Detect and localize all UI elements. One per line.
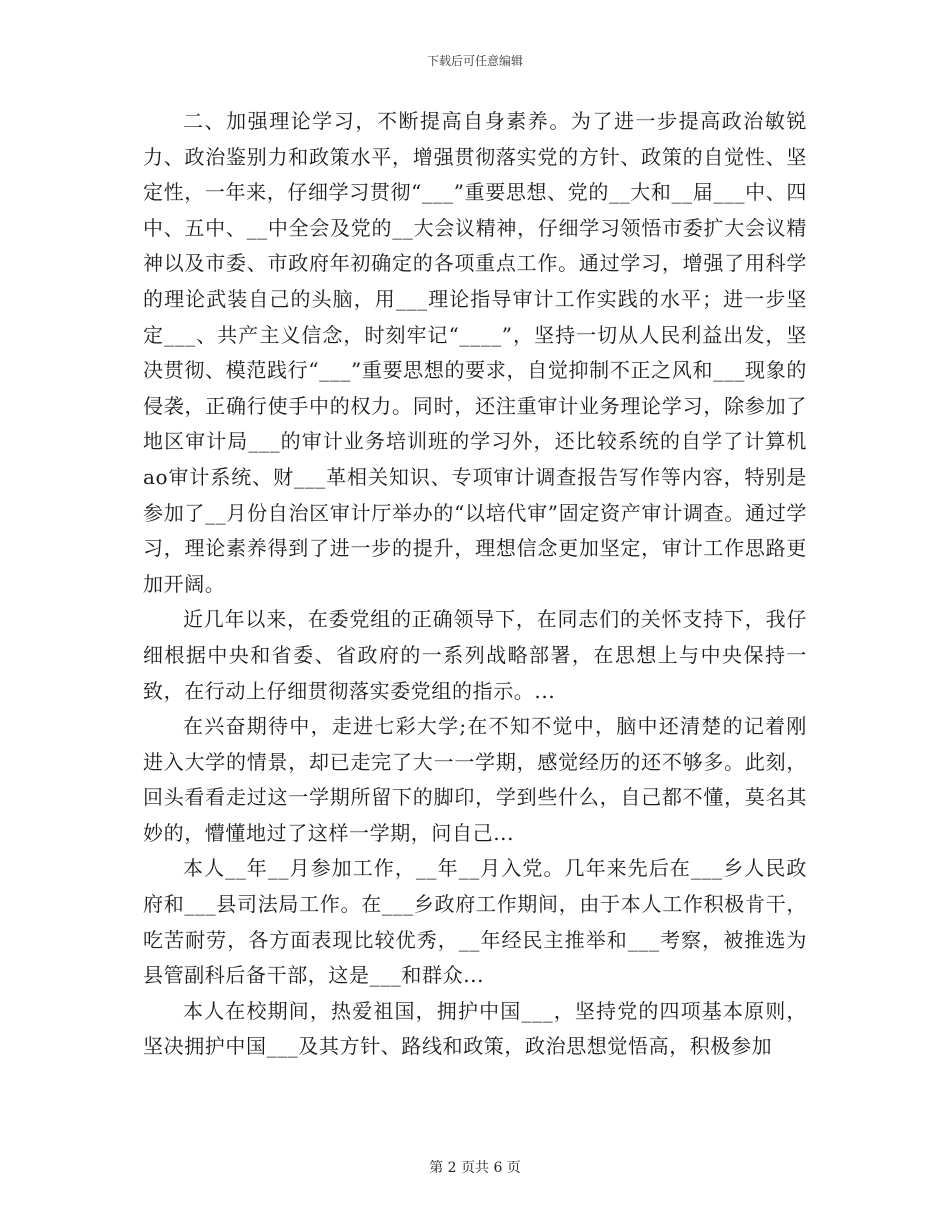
paragraph-party-leadership: 近几年以来，在委党组的正确领导下，在同志们的关怀支持下，我仔细根据中央和省委、省政府的一系列战略部署，在思想上与中央保持一致，在行动上仔细贯彻落实委党组的指示。... [143, 607, 807, 703]
page-header: 下载后可任意编辑 [426, 54, 523, 68]
paragraph-university: 在兴奋期待中，走进七彩大学;在不知不觉中，脑中还清楚的记着刚进入大学的情景，却已走完了大一一学期，感觉经历的还不够多。此刻，回头看看走过这一学期所留下的脚印，学到些什么，自己都不懂，莫名其妙的，懵懂地过了这样一学期，问自己... [143, 714, 807, 845]
page-number-footer: 第 2 页共 6 页 [429, 1160, 521, 1176]
paragraph-school-period: 本人在校期间，热爱祖国，拥护中国___，坚持党的四项基本原则，坚决拥护中国___及其方针、路线和政策，政治思想觉悟高，积极参加 [143, 998, 807, 1059]
paragraph-work-history: 本人__年__月参加工作，__年__月入党。几年来先后在___乡人民政府和___县司法局工作。在___乡政府工作期间，由于本人工作积极肯干，吃苦耐劳，各方面表现比较优秀，__年经民主推举和___考察，被推选为县管副科后备干部，这是___和群众... [143, 856, 807, 988]
paragraph-theory-study: 二、加强理论学习，不断提高自身素养。为了进一步提高政治敏锐力、政治鉴别力和政策水平，增强贯彻落实党的方针、政策的自觉性、坚定性，一年来，仔细学习贯彻“___”重要思想、党的__大和__届___中、四中、五中、__中全会及党的__大会议精神，仔细学习领悟市委扩大会议精神以及市委、市政府年初确定的各项重点工作。通过学习，增强了用科学的理论武装自己的头脑，用___理论指导审计工作实践的水平；进一步坚定___、共产主义信念，时刻牢记“____”，坚持一切从人民利益出发，坚决贯彻、模范践行“___”重要思想的要求，自觉抑制不正之风和___现象的侵袭，正确行使手中的权力。同时，还注重审计业务理论学习，除参加了地区审计局___的审计业务培训班的学习外，还比较系统的自学了计算机ao审计系统、财___革相关知识、专项审计调查报告写作等内容，特别是参加了__月份自治区审计厅举办的“以培代审”固定资产审计调查。通过学习，理论素养得到了进一步的提升，理想信念更加坚定，审计工作思路更加开阔。 [143, 109, 807, 596]
document-body [143, 104, 807, 1065]
